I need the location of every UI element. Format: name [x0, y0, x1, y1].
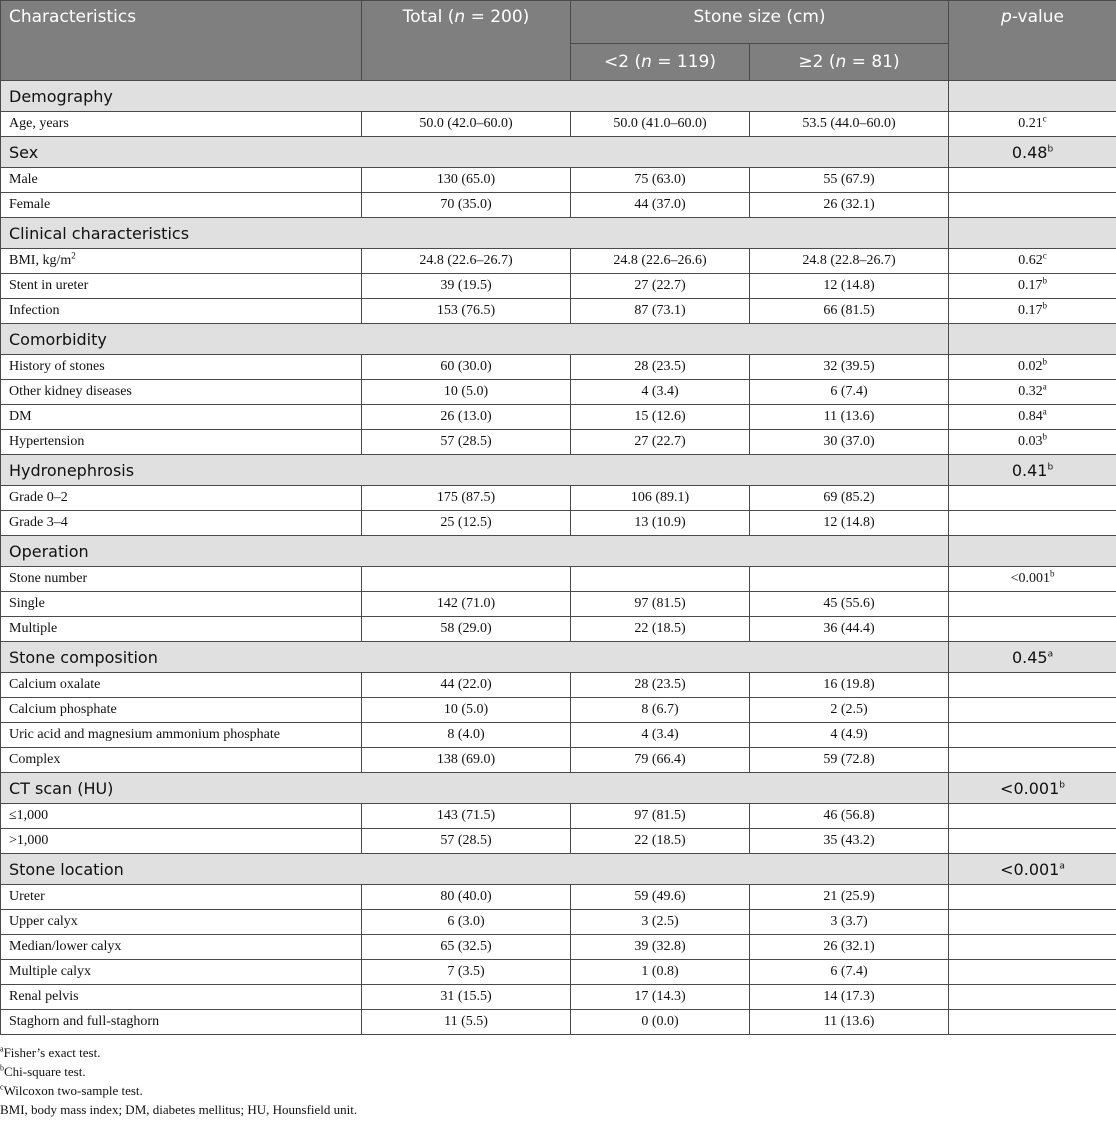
section-p-value [949, 536, 1116, 567]
cell-ge2: 46 (56.8) [750, 804, 949, 829]
row-label: Infection [1, 299, 362, 324]
cell-total: 143 (71.5) [362, 804, 571, 829]
row-label: DM [1, 405, 362, 430]
cell-p-value [949, 511, 1116, 536]
section-row [1, 642, 1116, 673]
cell-lt2: 24.8 (22.6–26.6) [571, 249, 750, 274]
table-row [1, 249, 1116, 274]
section-label: CT scan (HU) [1, 773, 949, 804]
cell-total: 8 (4.0) [362, 723, 571, 748]
table-row [1, 935, 1116, 960]
cell-lt2: 87 (73.1) [571, 299, 750, 324]
table-row [1, 960, 1116, 985]
section-label: Comorbidity [1, 324, 949, 355]
cell-total: 11 (5.5) [362, 1010, 571, 1035]
cell-p-value [949, 617, 1116, 642]
cell-p-value [949, 592, 1116, 617]
cell-lt2: 27 (22.7) [571, 430, 750, 455]
cell-lt2: 28 (23.5) [571, 673, 750, 698]
cell-total: 25 (12.5) [362, 511, 571, 536]
cell-lt2: 75 (63.0) [571, 168, 750, 193]
cell-p-value [949, 829, 1116, 854]
cell-lt2: 4 (3.4) [571, 723, 750, 748]
cell-p-value [949, 168, 1116, 193]
cell-ge2: 30 (37.0) [750, 430, 949, 455]
section-label: Sex [1, 137, 949, 168]
section-row [1, 324, 1116, 355]
cell-lt2: 22 (18.5) [571, 617, 750, 642]
section-p-value [949, 324, 1116, 355]
section-label: Demography [1, 81, 949, 112]
cell-lt2: 97 (81.5) [571, 804, 750, 829]
cell-ge2: 35 (43.2) [750, 829, 949, 854]
section-p-value [949, 81, 1116, 112]
row-label: >1,000 [1, 829, 362, 854]
cell-lt2: 0 (0.0) [571, 1010, 750, 1035]
cell-ge2: 12 (14.8) [750, 274, 949, 299]
cell-total: 57 (28.5) [362, 430, 571, 455]
table-row [1, 617, 1116, 642]
section-p-value: 0.45$^a$ [949, 642, 1116, 673]
cell-ge2: 16 (19.8) [750, 673, 949, 698]
row-label: Female [1, 193, 362, 218]
cell-ge2: 55 (67.9) [750, 168, 949, 193]
table-row [1, 1010, 1116, 1035]
cell-total: 70 (35.0) [362, 193, 571, 218]
cell-lt2: 28 (23.5) [571, 355, 750, 380]
cell-total: 6 (3.0) [362, 910, 571, 935]
footnotes [0, 1043, 357, 1119]
table-row [1, 486, 1116, 511]
row-label: Stent in ureter [1, 274, 362, 299]
row-label: Multiple calyx [1, 960, 362, 985]
cell-p-value [949, 960, 1116, 985]
table-row [1, 168, 1116, 193]
footnote: $^b$Chi-square test. [0, 1063, 86, 1079]
row-label: History of stones [1, 355, 362, 380]
table-row [1, 885, 1116, 910]
row-label: Male [1, 168, 362, 193]
cell-ge2: 24.8 (22.8–26.7) [750, 249, 949, 274]
cell-p-value: 0.84$^a$ [949, 405, 1116, 430]
section-label: Stone location [1, 854, 949, 885]
table-body [1, 81, 1116, 1035]
cell-p-value [949, 723, 1116, 748]
table-row [1, 355, 1116, 380]
cell-total: 50.0 (42.0–60.0) [362, 112, 571, 137]
section-row [1, 854, 1116, 885]
table-row [1, 380, 1116, 405]
row-label: Calcium oxalate [1, 673, 362, 698]
row-label: BMI, $kg/m^2$ [1, 249, 362, 274]
cell-p-value: 0.17$^b$ [949, 299, 1116, 324]
cell-total: 142 (71.0) [362, 592, 571, 617]
footnote: $^a$Fisher’s exact test. [0, 1044, 101, 1060]
cell-p-value: <0.001$^b$ [949, 567, 1116, 592]
row-label: Hypertension [1, 430, 362, 455]
section-row [1, 137, 1116, 168]
cell-p-value [949, 698, 1116, 723]
row-label: Complex [1, 748, 362, 773]
table-row [1, 193, 1116, 218]
cell-lt2: 79 (66.4) [571, 748, 750, 773]
section-label: Hydronephrosis [1, 455, 949, 486]
cell-p-value [949, 1010, 1116, 1035]
cell-total: 24.8 (22.6–26.7) [362, 249, 571, 274]
row-label: Stone number [1, 567, 362, 592]
table-row [1, 698, 1116, 723]
cell-lt2: 17 (14.3) [571, 985, 750, 1010]
cell-lt2: 106 (89.1) [571, 486, 750, 511]
cell-ge2: 6 (7.4) [750, 380, 949, 405]
section-p-value [949, 218, 1116, 249]
table-header [1, 1, 1116, 81]
row-label: Age, years [1, 112, 362, 137]
cell-ge2: 12 (14.8) [750, 511, 949, 536]
cell-ge2: 4 (4.9) [750, 723, 949, 748]
section-p-value: 0.48$^b$ [949, 137, 1116, 168]
header-ge2: ≥2 (n = 81) [750, 44, 949, 81]
cell-lt2: 27 (22.7) [571, 274, 750, 299]
cell-ge2: 2 (2.5) [750, 698, 949, 723]
table-row [1, 299, 1116, 324]
header-p-value: p-value [949, 1, 1116, 81]
section-p-value: <0.001$^b$ [949, 773, 1116, 804]
table-row [1, 804, 1116, 829]
cell-ge2: 3 (3.7) [750, 910, 949, 935]
cell-lt2: 39 (32.8) [571, 935, 750, 960]
cell-total [362, 567, 571, 592]
cell-ge2: 36 (44.4) [750, 617, 949, 642]
cell-total: 26 (13.0) [362, 405, 571, 430]
cell-ge2: 45 (55.6) [750, 592, 949, 617]
section-row [1, 455, 1116, 486]
cell-ge2: 26 (32.1) [750, 193, 949, 218]
row-label: Staghorn and full-staghorn [1, 1010, 362, 1035]
cell-total: 58 (29.0) [362, 617, 571, 642]
cell-lt2: 8 (6.7) [571, 698, 750, 723]
footnote: $^c$Wilcoxon two-sample test. [0, 1082, 143, 1098]
cell-ge2: 6 (7.4) [750, 960, 949, 985]
cell-ge2 [750, 567, 949, 592]
cell-total: 10 (5.0) [362, 698, 571, 723]
table-row [1, 405, 1116, 430]
cell-ge2: 69 (85.2) [750, 486, 949, 511]
table-row [1, 274, 1116, 299]
cell-total: 65 (32.5) [362, 935, 571, 960]
cell-ge2: 11 (13.6) [750, 1010, 949, 1035]
row-label: Uric acid and magnesium ammonium phosphate [1, 723, 362, 748]
table-row [1, 829, 1116, 854]
cell-ge2: 66 (81.5) [750, 299, 949, 324]
header-characteristics: Characteristics [1, 1, 362, 81]
section-label: Operation [1, 536, 949, 567]
table-row [1, 567, 1116, 592]
table-row [1, 748, 1116, 773]
row-label: ≤1,000 [1, 804, 362, 829]
cell-total: 130 (65.0) [362, 168, 571, 193]
cell-total: 153 (76.5) [362, 299, 571, 324]
row-label: Upper calyx [1, 910, 362, 935]
section-label: Clinical characteristics [1, 218, 949, 249]
section-row [1, 536, 1116, 567]
table-row [1, 592, 1116, 617]
cell-total: 31 (15.5) [362, 985, 571, 1010]
row-label: Renal pelvis [1, 985, 362, 1010]
table-row [1, 430, 1116, 455]
table-row [1, 910, 1116, 935]
cell-p-value [949, 193, 1116, 218]
cell-total: 7 (3.5) [362, 960, 571, 985]
table-row [1, 112, 1116, 137]
cell-ge2: 53.5 (44.0–60.0) [750, 112, 949, 137]
table-row [1, 723, 1116, 748]
cell-total: 57 (28.5) [362, 829, 571, 854]
cell-lt2: 59 (49.6) [571, 885, 750, 910]
table-row [1, 673, 1116, 698]
cell-lt2: 3 (2.5) [571, 910, 750, 935]
row-label: Multiple [1, 617, 362, 642]
cell-ge2: 21 (25.9) [750, 885, 949, 910]
cell-lt2: 97 (81.5) [571, 592, 750, 617]
cell-ge2: 32 (39.5) [750, 355, 949, 380]
row-label: Ureter [1, 885, 362, 910]
cell-ge2: 14 (17.3) [750, 985, 949, 1010]
cell-total: 60 (30.0) [362, 355, 571, 380]
cell-lt2: 4 (3.4) [571, 380, 750, 405]
cell-p-value [949, 486, 1116, 511]
cell-p-value: 0.17$^b$ [949, 274, 1116, 299]
cell-p-value [949, 804, 1116, 829]
cell-lt2: 1 (0.8) [571, 960, 750, 985]
cell-lt2 [571, 567, 750, 592]
cell-ge2: 59 (72.8) [750, 748, 949, 773]
cell-lt2: 13 (10.9) [571, 511, 750, 536]
section-label: Stone composition [1, 642, 949, 673]
cell-p-value [949, 935, 1116, 960]
row-label: Median/lower calyx [1, 935, 362, 960]
cell-total: 80 (40.0) [362, 885, 571, 910]
cell-total: 138 (69.0) [362, 748, 571, 773]
section-p-value: <0.001$^a$ [949, 854, 1116, 885]
header-stone-size: Stone size (cm) [571, 1, 949, 44]
section-p-value: 0.41$^b$ [949, 455, 1116, 486]
table-row [1, 511, 1116, 536]
cell-p-value [949, 910, 1116, 935]
header-total: Total (n = 200) [362, 1, 571, 81]
table-row [1, 985, 1116, 1010]
cell-p-value: 0.32$^a$ [949, 380, 1116, 405]
row-label: Grade 0–2 [1, 486, 362, 511]
cell-p-value [949, 885, 1116, 910]
cell-p-value [949, 673, 1116, 698]
cell-p-value: 0.03$^b$ [949, 430, 1116, 455]
cell-p-value: 0.62$^c$ [949, 249, 1116, 274]
cell-ge2: 26 (32.1) [750, 935, 949, 960]
cell-p-value: 0.21$^c$ [949, 112, 1116, 137]
row-label: Single [1, 592, 362, 617]
cell-lt2: 22 (18.5) [571, 829, 750, 854]
footnote: BMI, body mass index; DM, diabetes mellitus; HU, Hounsfield unit. [0, 1102, 358, 1117]
section-row [1, 81, 1116, 112]
cell-lt2: 44 (37.0) [571, 193, 750, 218]
cell-lt2: 15 (12.6) [571, 405, 750, 430]
cell-ge2: 11 (13.6) [750, 405, 949, 430]
cell-p-value: 0.02$^b$ [949, 355, 1116, 380]
row-label: Grade 3–4 [1, 511, 362, 536]
cell-total: 39 (19.5) [362, 274, 571, 299]
cell-total: 44 (22.0) [362, 673, 571, 698]
cell-lt2: 50.0 (41.0–60.0) [571, 112, 750, 137]
section-row [1, 773, 1116, 804]
row-label: Calcium phosphate [1, 698, 362, 723]
cell-p-value [949, 985, 1116, 1010]
section-row [1, 218, 1116, 249]
row-label: Other kidney diseases [1, 380, 362, 405]
cell-total: 10 (5.0) [362, 380, 571, 405]
cell-total: 175 (87.5) [362, 486, 571, 511]
header-lt2: <2 (n = 119) [571, 44, 750, 81]
cell-p-value [949, 748, 1116, 773]
